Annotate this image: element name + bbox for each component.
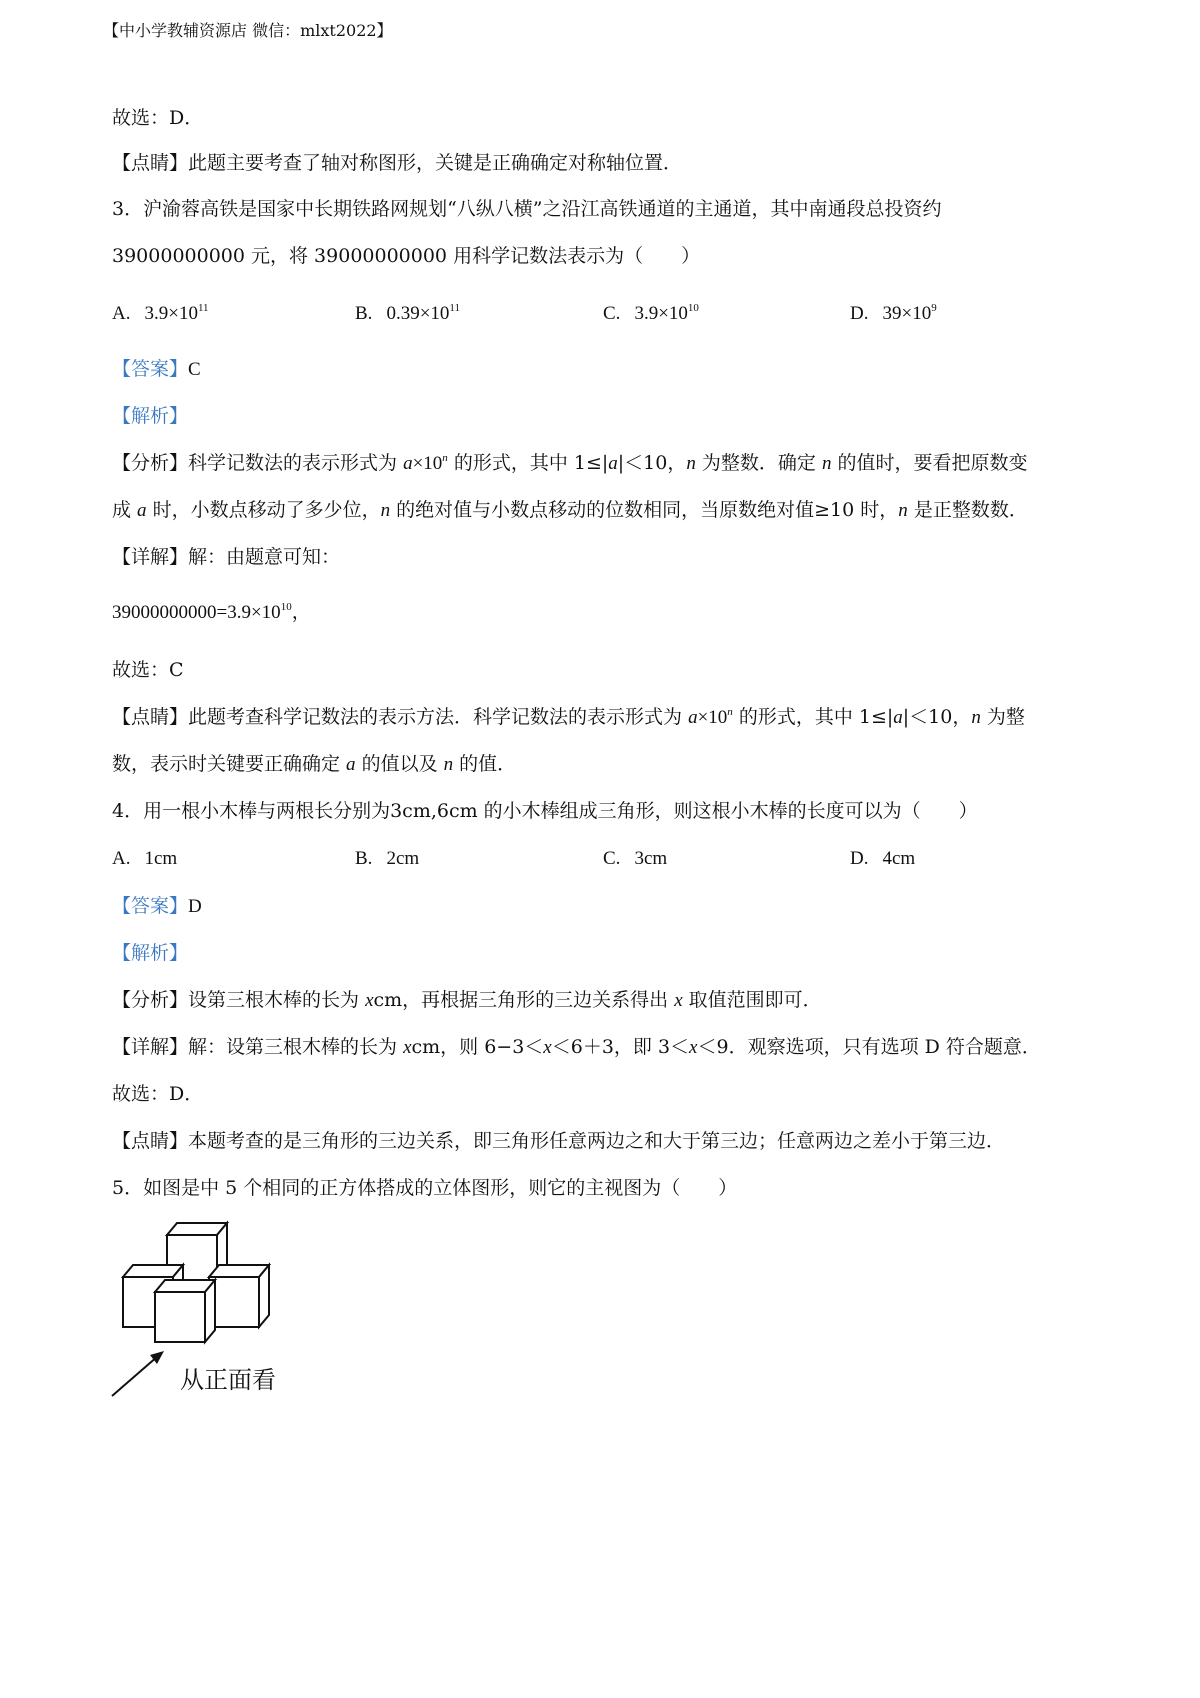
option-letter: A. bbox=[112, 303, 131, 324]
comment-tag: 【点睛】 bbox=[112, 1130, 189, 1152]
option-letter: C. bbox=[603, 848, 621, 869]
times-ten: ×10 bbox=[419, 303, 450, 324]
var-n: n bbox=[686, 453, 696, 474]
q3-fenxi-line2 bbox=[112, 497, 1110, 524]
var-x: x bbox=[403, 1037, 412, 1058]
text: 解：由题意可知： bbox=[188, 546, 341, 568]
q4-answer bbox=[112, 893, 1110, 920]
q3-option-d[interactable] bbox=[850, 300, 937, 327]
var-x: x bbox=[674, 990, 683, 1011]
q4-option-d[interactable] bbox=[850, 845, 915, 872]
var-a: a bbox=[893, 707, 903, 728]
q3-comment-line1 bbox=[112, 704, 1110, 731]
q4-fenxi bbox=[112, 987, 1110, 1014]
option-mantissa: 3.9 bbox=[144, 303, 169, 324]
q4-stem: 4．用一根小木棒与两根长分别为3cm,6cm 的小木棒组成三角形，则这根小木棒的长度可以为（ ） bbox=[112, 800, 978, 822]
xiangjie-tag: 【详解】 bbox=[112, 546, 189, 568]
calc-exponent: 10 bbox=[280, 601, 292, 613]
right-cube bbox=[209, 1265, 269, 1327]
text: 设第三根木棒的长为 bbox=[188, 989, 366, 1011]
var-a: a bbox=[403, 453, 413, 474]
cube-figure bbox=[100, 1210, 310, 1410]
q3-stem-line1: 3．沪渝蓉高铁是国家中长期铁路网规划“八纵八横”之沿江高铁通道的主通道，其中南通段总投资约 bbox=[112, 198, 942, 220]
times-ten: ×10 bbox=[901, 303, 932, 324]
var-a: a bbox=[137, 500, 147, 521]
var-x: x bbox=[543, 1037, 552, 1058]
text: 数，表示时关键要正确确定 bbox=[112, 753, 347, 775]
var-x: x bbox=[689, 1037, 698, 1058]
text: 解：设第三根木棒的长为 bbox=[188, 1036, 404, 1058]
text: 的形式，其中 1≤| bbox=[447, 452, 609, 474]
q4-analysis-tag: 【解析】 bbox=[112, 942, 189, 964]
text: cm，再根据三角形的三边关系得出 bbox=[373, 989, 675, 1011]
option-exponent: 10 bbox=[687, 302, 699, 314]
var-n: n bbox=[380, 500, 391, 521]
var-a: a bbox=[346, 754, 356, 775]
text: ＜6＋3，即 3＜ bbox=[551, 1036, 690, 1058]
var-a: a bbox=[608, 453, 618, 474]
q4-option-c[interactable] bbox=[603, 845, 667, 872]
comment-tag: 【点睛】 bbox=[112, 706, 189, 728]
q2-answer-line: 故选：D． bbox=[112, 107, 204, 129]
view-arrow-icon bbox=[112, 1351, 164, 1396]
var-x: x bbox=[365, 990, 374, 1011]
xiangjie-tag: 【详解】 bbox=[112, 1036, 189, 1058]
times-ten: ×10 bbox=[658, 303, 688, 324]
q2-comment-text: 此题主要考查了轴对称图形，关键是正确确定对称轴位置． bbox=[188, 152, 683, 174]
q4-option-b[interactable] bbox=[355, 845, 419, 872]
option-exponent: 11 bbox=[449, 302, 460, 314]
text: 本题考查的是三角形的三边关系，即三角形任意两边之和大于第三边；任意两边之差小于第三边． bbox=[188, 1130, 1006, 1152]
text: 的值以及 bbox=[355, 753, 444, 775]
figure-label: 从正面看 bbox=[180, 1366, 276, 1394]
text: ， bbox=[291, 602, 311, 623]
var-n: n bbox=[971, 707, 981, 728]
q5-stem: 5．如图是中 5 个相同的正方体搭成的立体图形，则它的主视图为（ ） bbox=[112, 1177, 738, 1199]
header-source: 【中小学教辅资源店 微信：mlxt2022】 bbox=[103, 21, 393, 40]
option-exponent: 9 bbox=[931, 302, 937, 314]
option-letter: B. bbox=[355, 848, 373, 869]
text: 此题考查科学记数法的表示方法．科学记数法的表示形式为 bbox=[188, 706, 689, 728]
q2-comment bbox=[112, 150, 1110, 176]
text: 科学记数法的表示形式为 bbox=[188, 452, 404, 474]
front-cube bbox=[155, 1280, 215, 1342]
q3-xiangjie bbox=[112, 544, 1110, 570]
text: 的值． bbox=[453, 753, 517, 775]
q3-option-a[interactable] bbox=[112, 300, 209, 327]
q2-comment-tag: 【点睛】 bbox=[112, 152, 189, 174]
text: 为整数．确定 bbox=[695, 452, 822, 474]
text: 成 bbox=[112, 499, 138, 521]
option-mantissa: 0.39 bbox=[386, 303, 420, 324]
fenxi-tag: 【分析】 bbox=[112, 989, 189, 1011]
option-letter: D. bbox=[850, 848, 869, 869]
option-letter: D. bbox=[850, 303, 869, 324]
answer-tag: 【答案】 bbox=[112, 895, 189, 917]
option-text: 1cm bbox=[144, 848, 178, 869]
text: 的形式，其中 1≤| bbox=[732, 706, 894, 728]
var-n: n bbox=[821, 453, 832, 474]
option-mantissa: 3.9 bbox=[634, 303, 659, 324]
text: 为整 bbox=[980, 706, 1025, 728]
fenxi-tag: 【分析】 bbox=[112, 452, 189, 474]
q3-analysis-tag: 【解析】 bbox=[112, 405, 189, 427]
calc-text: 39000000000=3.9×10 bbox=[112, 602, 281, 623]
q3-option-b[interactable] bbox=[355, 300, 460, 327]
text: 是正整数数． bbox=[907, 499, 1028, 521]
option-exponent: 11 bbox=[197, 302, 209, 314]
answer-value: D bbox=[188, 896, 202, 917]
q4-option-a[interactable] bbox=[112, 845, 177, 872]
q3-choose: 故选：C bbox=[112, 659, 184, 681]
q3-option-c[interactable] bbox=[603, 300, 699, 327]
text: 的值时，要看把原数变 bbox=[831, 452, 1028, 474]
var-n: n bbox=[442, 452, 448, 464]
answer-value: C bbox=[188, 359, 201, 380]
var-n: n bbox=[898, 500, 908, 521]
q4-choose: 故选：D． bbox=[112, 1083, 204, 1105]
q4-comment bbox=[112, 1128, 1110, 1154]
text: cm，则 6−3＜ bbox=[411, 1036, 544, 1058]
var-n: n bbox=[443, 754, 454, 775]
option-text: 2cm bbox=[386, 848, 420, 869]
text: |＜10， bbox=[617, 452, 687, 474]
text: 取值范围即可． bbox=[682, 989, 822, 1011]
option-letter: B. bbox=[355, 303, 373, 324]
text: |＜10， bbox=[902, 706, 972, 728]
times-ten: ×10 bbox=[168, 303, 198, 324]
text: 时，小数点移动了多少位， bbox=[146, 499, 381, 521]
option-letter: A. bbox=[112, 848, 131, 869]
var-n: n bbox=[727, 706, 733, 718]
option-letter: C. bbox=[603, 303, 621, 324]
option-mantissa: 39 bbox=[882, 303, 902, 324]
times-ten: ×10 bbox=[697, 707, 728, 728]
q4-xiangjie bbox=[112, 1034, 1110, 1061]
q3-calc bbox=[112, 600, 1110, 626]
answer-tag: 【答案】 bbox=[112, 358, 189, 380]
var-a: a bbox=[688, 707, 698, 728]
text: 的绝对值与小数点移动的位数相同，当原数绝对值≥10 时， bbox=[390, 499, 899, 521]
times-ten: ×10 bbox=[412, 453, 443, 474]
text: ＜9．观察选项，只有选项 D 符合题意． bbox=[697, 1036, 1041, 1058]
q3-comment-line2 bbox=[112, 751, 1110, 778]
q3-stem-line2: 39000000000 元，将 39000000000 用科学记数法表示为（ ） bbox=[112, 245, 701, 267]
option-text: 3cm bbox=[634, 848, 668, 869]
q3-answer bbox=[112, 356, 1110, 383]
option-text: 4cm bbox=[882, 848, 916, 869]
q3-fenxi-line1 bbox=[112, 450, 1110, 477]
